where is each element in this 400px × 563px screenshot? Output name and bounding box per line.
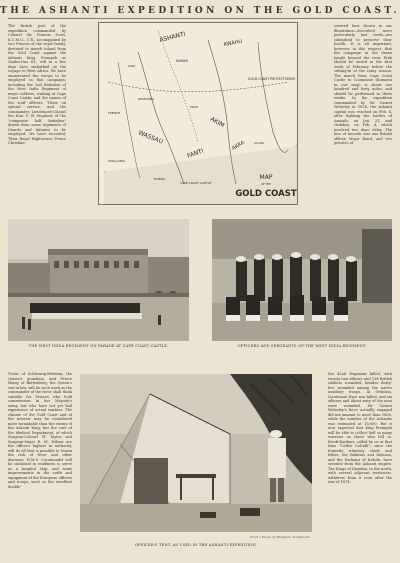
header-rule — [8, 18, 392, 19]
map-label-gwa: GWA — [128, 64, 136, 68]
gold-coast-map — [98, 22, 298, 205]
photo-tent-caption: OFFICER'S TENT, AS USED IN THE ASHANTI EXPEDITION. — [135, 543, 257, 547]
map-title-of-the: OF THE — [261, 183, 271, 186]
map-label-akim: AKIM — [209, 115, 226, 130]
map-label-cape-coast: CAPE COAST CASTLE — [180, 181, 212, 185]
map-label-elmina: ELMINA — [154, 177, 166, 181]
map-label-prah: PRAH — [190, 105, 199, 109]
article-column-left: The British part of the expedition commanded by Colonel Sir Francis Scott, K.C.M.G., C.B., accompanied by two Princes of the royal family, destined to march inland from the Gold Coast against the Ashanti King, Prempeh or Quaku-Duo III., will in a few days have embarked on the voyage to West Africa. We have enumerated the troops to be employed in this campaign, including the 2nd Battalion of the West India Regiment of negro soldiers, waiting at Cape Coast Castle; and the names of the staff officers. These on special service, and the commander, Lieutenant-Colonel the Hon. F. W. Stopford, of the "composite half battalion" drawn from some regiments of Guards and Infantry to be employed. We have recorded, Their Royal Highnesses Prince Christian — [8, 24, 66, 145]
map-label-apollonia: APOLLONIA — [108, 159, 126, 163]
map-label-denkyera: DENKYERA — [138, 97, 155, 101]
photo-tent — [80, 374, 312, 532]
article-column-right: covered best shown in our illustration—described more particularly last week—are submitted to preserve their health. It is all important, however, in this respect, that the campaign in the dense jungle beyond the river Prah should be ended in the first week of February before the setting-in of the rainy season. The march from Cape Coast Castle to Coomassie (Kumassi in our map) is about one hundred and forty miles, and should be performed in three weeks. In the expedition commanded by Sir Garnet Wolseley in 1874, the Ashanti capital was reached on Feb. 4, after fighting the battles of Amoafu, on Jan. 31, and Ordahsu, on Feb. 4, which involved two days' delay. The loss of Amoafu was one British officer, Major Baird, and two privates of — [334, 24, 392, 145]
map-title-big: GOLD COAST — [235, 189, 297, 199]
map-label-accra: ACCRA — [254, 141, 265, 145]
map-label-protectorate: GOLD COAST PROTECTORATE — [248, 77, 296, 81]
photo-parade-caption: THE WEST INDIA REGIMENT ON PARADE AT CAPE COAST CASTLE. — [28, 344, 169, 348]
photo-tent-signature: From a Photo. by Bingham, Portsmouth — [250, 535, 311, 539]
map-label-french: FRENCH — [108, 111, 121, 115]
map-title-small: MAP — [259, 174, 273, 181]
map-label-kwahu: KWAHU — [223, 38, 243, 48]
photo-parade — [8, 219, 189, 341]
map-label-kumasi: KUMASI — [176, 59, 189, 63]
map-label-akra: AKRA — [231, 139, 246, 152]
map-label-fanti: FANTI — [186, 147, 205, 160]
photo-officers — [212, 219, 392, 341]
map-label-wassau: WASSAU — [137, 129, 164, 146]
article-column-bottom-left: Victor of Schleswig-Holstein, the Queen's grandson, and Prince Henry of Battenberg, the Queen's son-in-law, will do such work as the commander of the force shall think suitable for Princes who hold commissions in her Majesty's Army, but who have not yet had experience of actual warfare. The climate of the Gold Coast and of the interior may be considered more formidable than the enemy of the Ashanti King; but the care of the Medical Department, of which Surgeon-Colonel W. Taylor and Surgeon-Major R. M. Wilson are the officers highest in authority, will do all that is possible to lessen the risk of fever and other diseases; H.M.S. Coromandel will be stationed in readiness to serve as a hospital ship; and some improvements in the outfit and equipment of the European officers and troops, such as the excellent double- — [8, 372, 72, 489]
article-column-bottom-right: the 42nd Regiment killed, with twenty-one officers and 138 British soldiers wounded, besides thirty-five wounded among the native auxiliary troops. At Ordahsu, Lieutenant Eyre was killed, and six officers and about sixty of the men were wounded. Sir Garnet Wolseley's force actually engaged did not amount to more than 1800, while the number of the Ashantis was estimated at 15,000. But it now expected that King Prempeh will be able to collect half so many warriors as those who fell in. Kwofi-Karikari, called by us at that time "Coffee Calcalli"; since the formerly tributary chiefs and tribes, the Bekwais and Daboasi, and the Dadiansi of Kokofu, have seceded from the Ashanti empire. The Kings of Dyaukin, in the north, with several adjacent territories, withdrew from it even after the war of 1874. — [328, 372, 392, 484]
page-title: THE ASHANTI EXPEDITION ON THE GOLD COAST. — [0, 6, 400, 16]
photo-officers-caption: OFFICERS AND SERGEANTS OF THE WEST INDIA REGIMENT. — [237, 344, 367, 348]
map-label-ashanti: ASHANTI — [158, 30, 187, 44]
